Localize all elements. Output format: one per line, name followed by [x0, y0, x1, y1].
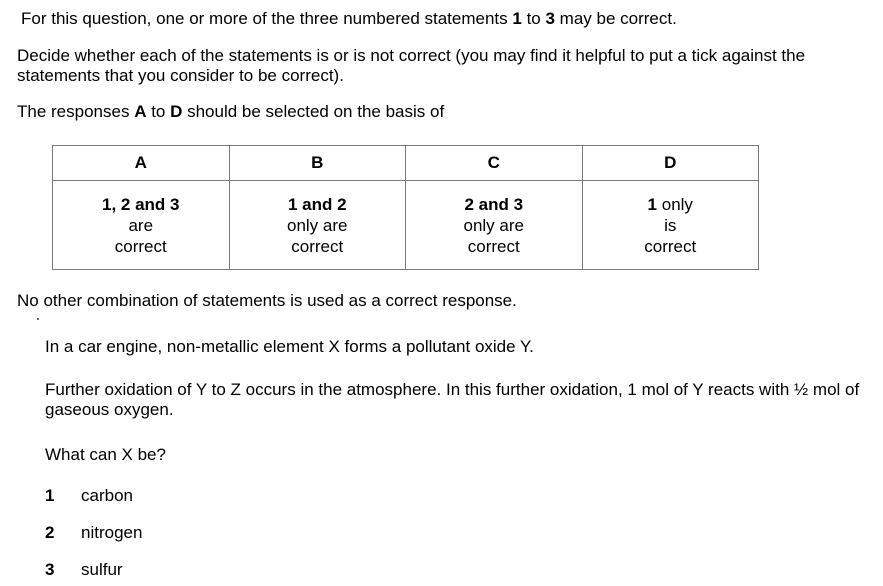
header-d: D	[582, 146, 759, 181]
statement-2	[45, 523, 142, 543]
statement-text: nitrogen	[81, 523, 143, 542]
no-other-combination-note: No other combination of statements is used as a correct response.	[17, 291, 517, 310]
statement-number: 2	[45, 523, 55, 542]
statement-3	[45, 560, 123, 580]
cell-text: correct	[291, 236, 344, 256]
header-b: B	[229, 146, 406, 181]
statement-number: 3	[545, 9, 555, 28]
cell-text: only are	[287, 215, 348, 235]
instruction-text: may be correct.	[554, 9, 677, 28]
statement-number: 1	[45, 486, 55, 505]
table-row	[53, 181, 759, 270]
cell-statements: 1	[647, 194, 658, 214]
stray-dot	[37, 318, 39, 320]
statement-number: 1	[512, 9, 522, 28]
cell-text: correct	[644, 236, 697, 256]
instruction-line-1	[21, 9, 677, 29]
question-stem-paragraph-2: Further oxidation of Y to Z occurs in the atmosphere. In this further oxidation, 1 mol of Y reacts with ½ mol of gaseous oxygen.	[45, 380, 860, 419]
cell-text: only are	[463, 215, 524, 235]
instruction-text: For this question, one or more of the three numbered statements	[21, 9, 513, 28]
header-a: A	[53, 146, 230, 181]
response-letter: A	[134, 102, 147, 121]
instruction-text: should be selected on the basis of	[182, 102, 445, 121]
cell-d	[582, 181, 759, 270]
cell-text: correct	[467, 236, 520, 256]
statement-number: 3	[45, 560, 55, 579]
cell-b	[229, 181, 406, 270]
cell-text: only	[657, 194, 693, 214]
cell-text: is	[664, 215, 677, 235]
cell-statements: 2 and 3	[464, 194, 524, 214]
question-stem-paragraph-1: In a car engine, non-metallic element X forms a pollutant oxide Y.	[45, 337, 534, 356]
header-c: C	[406, 146, 583, 181]
cell-statements: 1 and 2	[287, 194, 347, 214]
instruction-text: to	[521, 9, 546, 28]
cell-c	[406, 181, 583, 270]
instruction-text: The responses	[17, 102, 135, 121]
table-header-row	[53, 146, 759, 181]
statement-1	[45, 486, 133, 506]
cell-text: are	[128, 215, 154, 235]
response-letter: D	[170, 102, 183, 121]
cell-statements: 1, 2 and 3	[102, 194, 180, 214]
cell-text: correct	[114, 236, 167, 256]
instruction-line-3	[17, 102, 444, 122]
response-key-table	[52, 145, 759, 270]
cell-a	[53, 181, 230, 270]
statement-text: carbon	[81, 486, 133, 505]
statement-text: sulfur	[81, 560, 123, 579]
question-prompt: What can X be?	[45, 445, 166, 464]
instruction-text: to	[146, 102, 171, 121]
instruction-line-2: Decide whether each of the statements is or is not correct (you may find it helpful to put a tick against the statements that you consider to be correct).	[17, 46, 806, 85]
